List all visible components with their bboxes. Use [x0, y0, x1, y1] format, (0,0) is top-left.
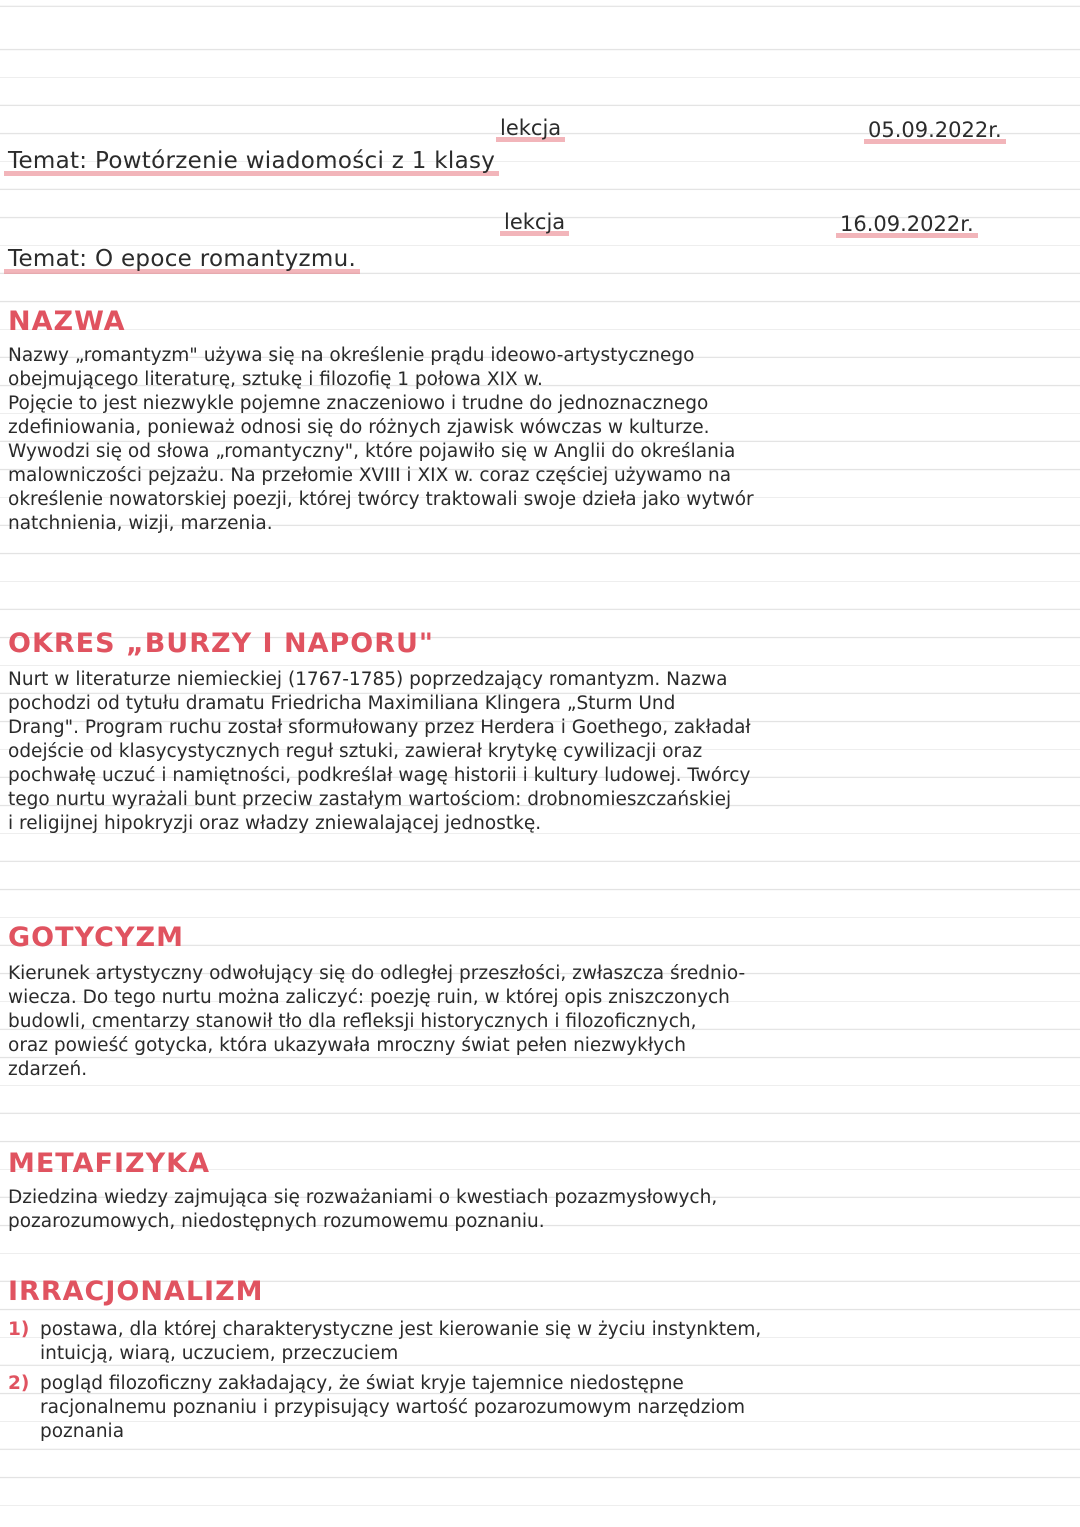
- text-line: określenie nowatorskiej poezji, której twórcy traktowali swoje dzieła jako wytwór: [8, 489, 754, 510]
- date-text: 05.09.2022r.: [864, 118, 1006, 144]
- lesson-type-text: lekcja: [496, 116, 565, 142]
- text-line: zdefiniowania, ponieważ odnosi się do różnych zjawisk wówczas w kulturze.: [8, 417, 710, 438]
- text-line: intuicją, wiarą, uczuciem, przeczuciem: [40, 1343, 399, 1364]
- list-item: [8, 1372, 1058, 1444]
- text-line: Wywodzi się od słowa „romantyczny", które pojawiło się w Anglii do określania: [8, 441, 736, 462]
- topic-text: Temat: Powtórzenie wiadomości z 1 klasy: [4, 148, 499, 176]
- text-line: i religijnej hipokryzji oraz władzy zniewalającej jednostkę.: [8, 813, 542, 834]
- text-line: Drang". Program ruchu został sformułowany przez Herdera i Goethego, zakładał: [8, 717, 751, 738]
- topic-2: [4, 246, 360, 272]
- text-line: Nurt w literaturze niemieckiej (1767-1785) poprzedzający romantyzm. Nazwa: [8, 669, 728, 690]
- text-line: racjonalnemu poznaniu i przypisujący wartość pozarozumowym narzędziom: [40, 1397, 745, 1418]
- text-line: tego nurtu wyrażali bunt przeciw zastałym wartościom: drobnomieszczańskiej: [8, 789, 732, 810]
- section-body-nazwa: [8, 344, 1058, 536]
- text-line: Kierunek artystyczny odwołujący się do odległej przeszłości, zwłaszcza średnio-: [8, 963, 746, 984]
- list-number: 2): [8, 1373, 30, 1394]
- text-line: pogląd filozoficzny zakładający, że świat kryje tajemnice niedostępne: [40, 1373, 684, 1394]
- section-heading-burza-i-napor: OKRES „BURZY I NAPORU": [8, 628, 434, 659]
- section-body-gotycyzm: [8, 962, 1058, 1082]
- text-line: odejście od klasycystycznych reguł sztuki, zawierał krytykę cywilizacji oraz: [8, 741, 703, 762]
- text-line: Dziedzina wiedzy zajmująca się rozważaniami o kwestiach pozazmysłowych,: [8, 1187, 718, 1208]
- section-body-burza-i-napor: [8, 668, 1058, 836]
- text-line: poznania: [40, 1421, 125, 1442]
- lesson-type-2: [500, 210, 569, 234]
- section-body-irracjonalizm: [8, 1318, 1058, 1444]
- text-line: oraz powieść gotycka, która ukazywała mroczny świat pełen niezwykłych: [8, 1035, 686, 1056]
- text-line: budowli, cmentarzy stanowił tło dla refleksji historycznych i filozoficznych,: [8, 1011, 697, 1032]
- lesson-type-1: [496, 116, 565, 140]
- text-line: malowniczości pejzażu. Na przełomie XVIII i XIX w. coraz częściej używamo na: [8, 465, 732, 486]
- text-line: natchnienia, wizji, marzenia.: [8, 513, 273, 534]
- text-line: pochodzi od tytułu dramatu Friedricha Maximiliana Klingera „Sturm Und: [8, 693, 676, 714]
- list-item: [8, 1318, 1058, 1366]
- text-line: postawa, dla której charakterystyczne jest kierowanie się w życiu instynktem,: [40, 1319, 762, 1340]
- text-line: obejmującego literaturę, sztukę i filozofię 1 połowa XIX w.: [8, 369, 543, 390]
- topic-text: Temat: O epoce romantyzmu.: [4, 246, 360, 274]
- text-line: zdarzeń.: [8, 1059, 88, 1080]
- lesson-type-text: lekcja: [500, 210, 569, 236]
- section-heading-irracjonalizm: IRRACJONALIZM: [8, 1276, 264, 1307]
- date-1: [864, 118, 1006, 142]
- topic-1: [4, 148, 499, 174]
- text-line: Pojęcie to jest niezwykle pojemne znaczeniowo i trudne do jednoznacznego: [8, 393, 709, 414]
- section-body-metafizyka: [8, 1186, 1058, 1234]
- date-2: [836, 212, 978, 236]
- date-text: 16.09.2022r.: [836, 212, 978, 238]
- section-heading-nazwa: NAZWA: [8, 306, 126, 337]
- text-line: pozarozumowych, niedostępnych rozumowemu poznaniu.: [8, 1211, 545, 1232]
- list-number: 1): [8, 1319, 30, 1340]
- text-line: Nazwy „romantyzm" używa się na określenie prądu ideowo-artystycznego: [8, 345, 695, 366]
- section-heading-gotycyzm: GOTYCYZM: [8, 922, 184, 953]
- text-line: pochwałę uczuć i namiętności, podkreślał wagę historii i kultury ludowej. Twórcy: [8, 765, 751, 786]
- text-line: wiecza. Do tego nurtu można zaliczyć: poezję ruin, w której opis zniszczonych: [8, 987, 730, 1008]
- section-heading-metafizyka: METAFIZYKA: [8, 1148, 210, 1179]
